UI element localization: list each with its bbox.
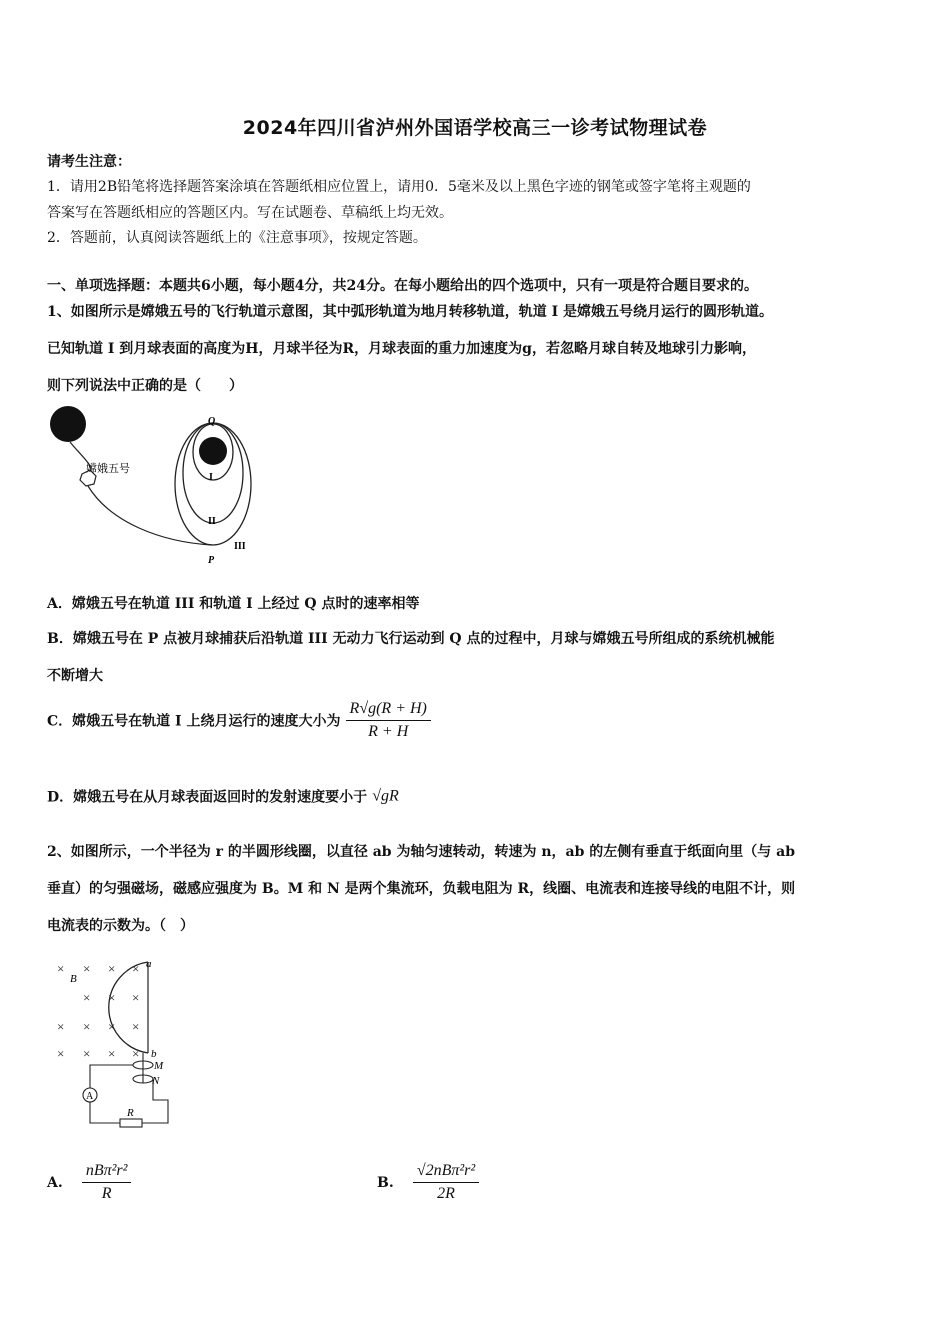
wire-left: [90, 1065, 133, 1088]
q2-option-b-denominator: 2R: [437, 1185, 455, 1202]
notice-line-1b: 答案写在答题纸相应的答题区内。写在试题卷、草稿纸上均无效。: [47, 205, 453, 221]
q1-stem-line-2: 已知轨道 I 到月球表面的高度为H，月球半径为R，月球表面的重力加速度为g，若忽略月球自转及地球引力影响，: [47, 341, 756, 357]
field-mark: ×: [108, 961, 116, 976]
q2-option-a: [47, 1162, 131, 1203]
label-N: N: [152, 1075, 160, 1087]
page-title: 2024年四川省泸州外国语学校高三一诊考试物理试卷: [242, 117, 708, 139]
q1-option-b-line-1: B．嫦娥五号在 P 点被月球捕获后沿轨道 III 无动力飞行运动到 Q 点的过程中，月球与嫦娥五号所组成的系统机械能: [47, 631, 775, 647]
orbit-iii-label: III: [234, 541, 246, 552]
q1-option-c-denominator: R + H: [368, 723, 409, 740]
q1-option-c-numerator: R√g(R + H): [346, 700, 431, 721]
field-mark: ×: [83, 1019, 91, 1034]
q2-option-a-denominator: R: [101, 1185, 112, 1202]
q1-option-a: A．嫦娥五号在轨道 III 和轨道 I 上经过 Q 点时的速率相等: [47, 596, 420, 612]
orbit-ii-label: II: [208, 516, 216, 527]
q1-stem-line-3: 则下列说法中正确的是（ ）: [47, 378, 243, 394]
moon-shape: [199, 437, 227, 465]
spacecraft-label: 嫦娥五号: [86, 462, 130, 475]
resistor-icon: [120, 1119, 142, 1127]
label-M: M: [154, 1060, 164, 1072]
q2-coil-figure: [50, 955, 190, 1135]
q2-option-b-fraction: [413, 1162, 479, 1203]
field-mark: ×: [57, 1019, 65, 1034]
q1-orbit-figure: [40, 402, 270, 572]
earth-shape: [50, 406, 86, 442]
q2-stem-line-3: 电流表的示数为。（ ）: [47, 918, 194, 934]
point-p-label: P: [208, 555, 215, 566]
q2-option-b-numerator: √2nBπ²r²: [413, 1162, 479, 1183]
field-mark: ×: [57, 1046, 65, 1061]
field-mark: ×: [108, 990, 116, 1005]
notice-heading: 请考生注意：: [47, 154, 131, 170]
section-1-heading: 一、单项选择题：本题共6小题，每小题4分，共24分。在每小题给出的四个选项中，只有一项是符合题目要求的。: [47, 278, 758, 294]
q2-stem-line-2: 垂直）的匀强磁场，磁感应强度为 B。M 和 N 是两个集流环，负载电阻为 R，线圈、电流表和连接导线的电阻不计，则: [47, 881, 796, 897]
label-R: R: [127, 1107, 134, 1119]
label-b: b: [151, 1048, 157, 1060]
field-mark: ×: [132, 1046, 140, 1061]
q2-option-a-fraction: [82, 1162, 132, 1203]
field-mark: ×: [108, 1046, 116, 1061]
q1-option-c-text: C．嫦娥五号在轨道 I 上绕月运行的速度大小为: [47, 713, 341, 730]
q1-option-d-text: D．嫦娥五号在从月球表面返回时的发射速度要小于: [47, 789, 368, 806]
q1-stem-line-1: 1、如图所示是嫦娥五号的飞行轨道示意图，其中弧形轨道为地月转移轨道，轨道 I 是嫦娥五号绕月运行的圆形轨道。: [47, 304, 774, 320]
notice-line-2: 2．答题前，认真阅读答题纸上的《注意事项》，按规定答题。: [47, 230, 427, 246]
field-mark: ×: [132, 1019, 140, 1034]
q2-option-a-label: A.: [47, 1174, 63, 1191]
field-mark: ×: [132, 961, 140, 976]
field-mark: ×: [83, 1046, 91, 1061]
q2-option-b: [377, 1162, 479, 1203]
point-q-label: Q: [208, 416, 216, 427]
q1-option-d: [47, 786, 399, 807]
q2-stem-line-1: 2、如图所示，一个半径为 r 的半圆形线圈，以直径 ab 为轴匀速转动，转速为 n，ab 的左侧有垂直于纸面向里（与 ab: [47, 844, 795, 860]
q1-option-b-line-2: 不断增大: [47, 668, 103, 684]
q1-option-c: [47, 700, 431, 741]
label-B: B: [70, 973, 77, 985]
ammeter-label: A: [86, 1091, 94, 1102]
field-mark: ×: [108, 1019, 116, 1034]
field-mark: ×: [83, 990, 91, 1005]
notice-line-1a: 1．请用2B铅笔将选择题答案涂填在答题纸相应位置上，请用0．5毫米及以上黑色字迹的钢笔或签字笔将主观题的: [47, 179, 751, 195]
wire-bottom-left: [90, 1102, 120, 1123]
field-mark: ×: [132, 990, 140, 1005]
q1-option-d-expression: √gR: [372, 787, 399, 805]
orbit-i-label: I: [209, 472, 213, 483]
field-mark: ×: [83, 961, 91, 976]
field-mark: ×: [57, 961, 65, 976]
label-a: a: [146, 958, 152, 970]
q2-option-b-label: B.: [377, 1174, 394, 1191]
q2-option-a-numerator: nBπ²r²: [82, 1162, 132, 1183]
q1-option-c-fraction: [346, 700, 431, 741]
